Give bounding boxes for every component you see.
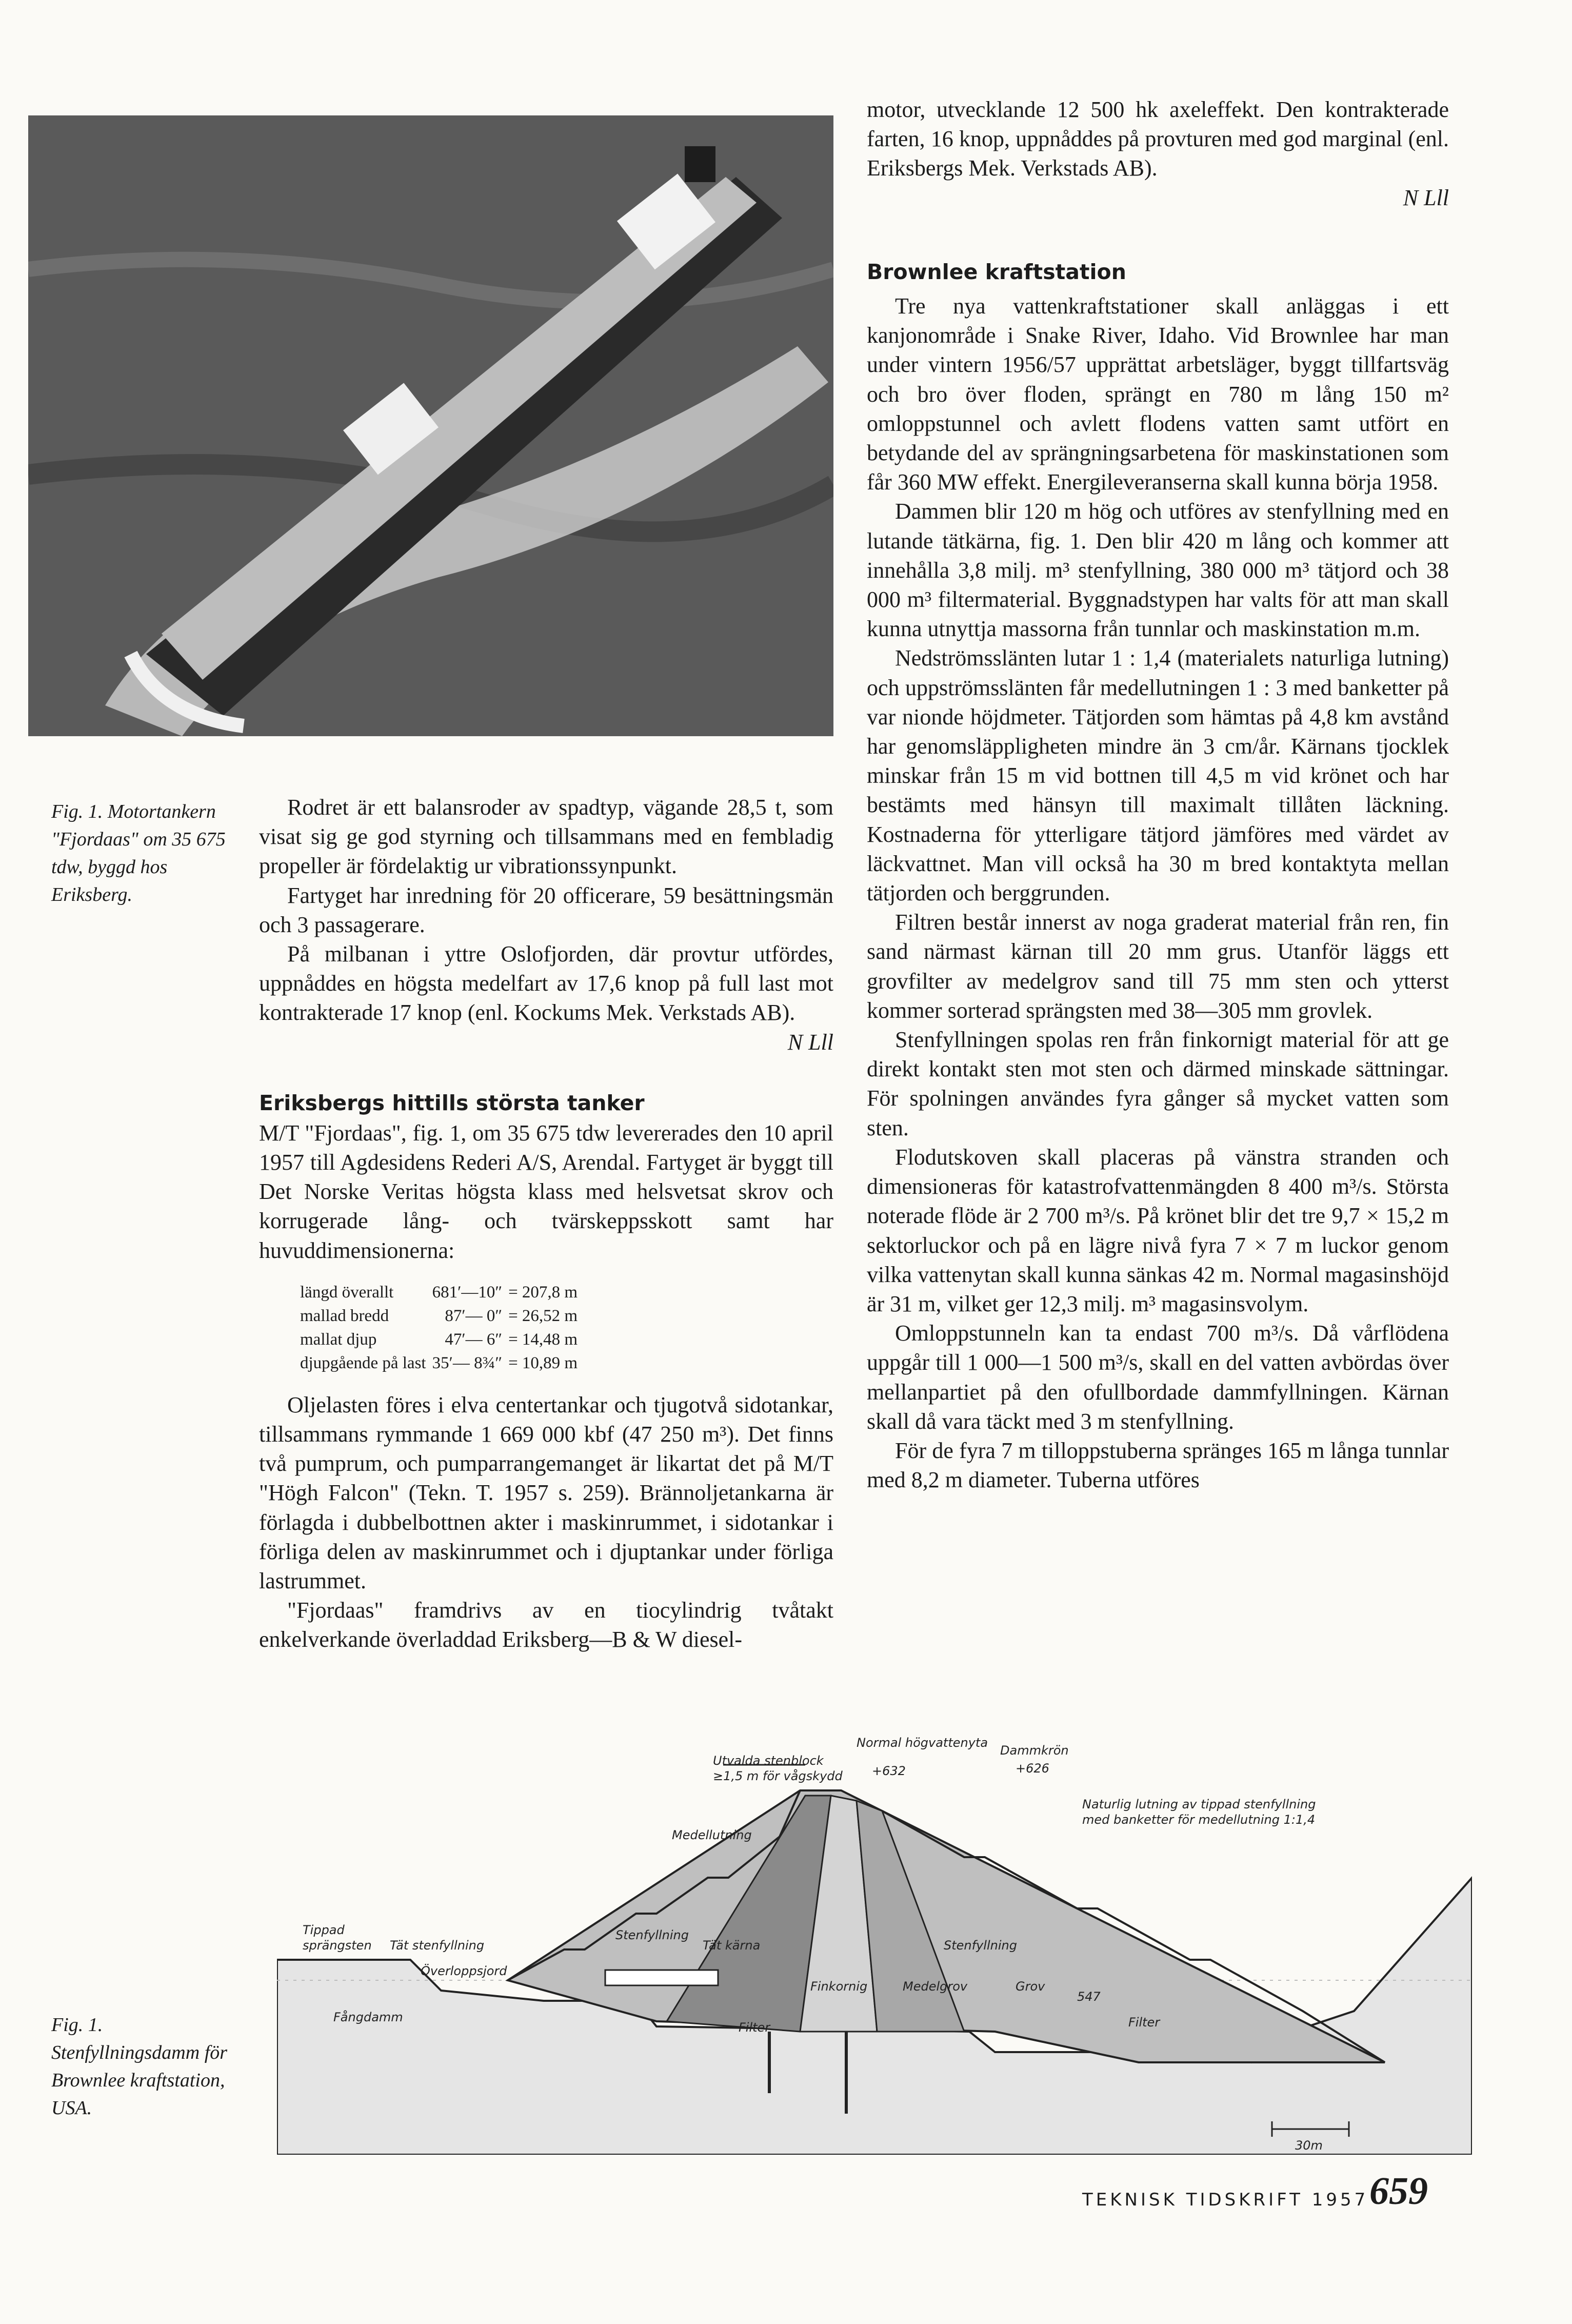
- brownlee-p8: För de fyra 7 m tilloppstuberna spränges 165 m långa tunnlar med 8,2 m diameter. Tuberna utföres: [867, 1437, 1449, 1493]
- dimensions-table: [300, 1281, 584, 1375]
- label-tat-stenfyllning: Tät stenfyllning: [390, 1938, 485, 1953]
- milbanan-paragraph: På milbanan i yttre Oslofjorden, där provtur utfördes, uppnåddes en högsta medelfart av 17,6 knop på full last mot kontrakterade 17 knop (enl. Kockums Mek. Verkstads AB).: [259, 941, 833, 1026]
- dim-label: mallad bredd: [300, 1306, 389, 1325]
- label-filter-2: Filter: [1128, 2015, 1160, 2030]
- label-tat-karna: Tät kärna: [703, 1938, 761, 1953]
- diagram-caption: Fig. 1. Stenfyllningsdamm för Brownlee kraftstation, USA.: [51, 2014, 228, 2119]
- ship-photo: [28, 115, 833, 736]
- top-right-column: [867, 95, 1449, 212]
- brownlee-p6: Flodutskoven skall placeras på vänstra stranden och dimensioneras för katastrofvattenmängden 8 400 m³/s. Största noterade flöde är 2 700 m³/s. På krönet blir det tre 9,7 × 15,2 m sektorluckor och på en lägre nivå fyra 7 × 7 m luckor genom vilka vattenytan skall kunna sänkas 42 m. Normal magasinshöjd är 31 m, vilket ger 12,3 milj. m³ magasinsvolym.: [867, 1144, 1449, 1316]
- dim-label: mallat djup: [300, 1330, 377, 1349]
- label-sprangsten: sprängsten: [303, 1938, 372, 1953]
- tanker-illustration: [28, 115, 833, 736]
- label-overloppsjord: Överloppsjord: [421, 1964, 507, 1978]
- dim-imperial: 35′— 8¾″: [432, 1353, 503, 1372]
- label-elev-547: 547: [1077, 1990, 1101, 2004]
- eriksberg-intro: M/T "Fjordaas", fig. 1, om 35 675 tdw levererades den 10 april 1957 till Agdesidens Rederi A/S, Arendal. Fartyget är byggt till Det Norske Veritas högsta klass med helsvetsat skrov och korrugerade lång- och tvärskeppsskott samt har huvuddimensionerna:: [259, 1120, 833, 1263]
- label-scale: 30m: [1295, 2138, 1323, 2153]
- label-elev-632: +632: [872, 1764, 906, 1778]
- rodret-paragraph: Rodret är ett balansroder av spadtyp, vägande 28,5 t, som visat sig ge god styrning och tillsammans med en fembladig propeller är fördelaktig ur vibrationssynpunkt.: [259, 795, 833, 879]
- brownlee-p5: Stenfyllningen spolas ren från finkornigt material för att ge direkt kontakt sten mot sten och därmed minskade sättningar. För spolningen användes fyra gånger så mycket vatten som sten.: [867, 1027, 1449, 1140]
- signature: N Lll: [787, 1029, 833, 1055]
- brownlee-p1: Tre nya vattenkraftstationer skall anläggas i ett kanjonområde i Snake River, Idaho. Vid Brownlee har man under vintern 1956/57 upprättat arbetsläger, byggt tillfartsväg och bro över floden, sprängt en 780 m lång 150 m² omloppstunnel och avlett flodens vatten samt utfört en betydande del av sprängningsarbetena för maskinstationen som får 360 MW effekt. Energileveranserna skall kunna börja 1958.: [867, 293, 1449, 495]
- label-grov: Grov: [1016, 1979, 1045, 1994]
- eriksberg-heading: Eriksbergs hittills största tanker: [259, 1090, 645, 1115]
- label-naturlig2: med banketter för medellutning 1:1,4: [1082, 1813, 1316, 1827]
- motor-paragraph: motor, utvecklande 12 500 hk axeleffekt. Den kontrakterade farten, 16 knop, uppnåddes på provturen med god marginal (enl. Eriksbergs Mek. Verkstads AB).: [867, 97, 1449, 181]
- label-naturlig: Naturlig lutning av tippad stenfyllning: [1082, 1797, 1316, 1811]
- brownlee-p7: Omloppstunneln kan ta endast 700 m³/s. Då vårflödena uppgår till 1 000—1 500 m³/s, skall en del vatten avbördas över mellanpartiet på den ofullbordade dammfyllningen. Kärnan skall då vara täckt med 3 m stenfyllning.: [867, 1321, 1449, 1434]
- label-normal-water: Normal högvattenyta: [857, 1736, 988, 1750]
- label-medellutning: Medellutning: [672, 1828, 752, 1842]
- photo-caption: Fig. 1. Motortankern "Fjordaas" om 35 675 tdw, byggd hos Eriksberg.: [51, 801, 226, 905]
- dim-imperial: 47′— 6″: [445, 1330, 503, 1349]
- brownlee-p3: Nedströmsslänten lutar 1 : 1,4 (materialets naturliga lutning) och uppströmsslänten får medellutningen 1 : 3 med banketter på var nionde höjdmeter. Tätjorden som hämtas på 4,8 km avstånd har genomsläppligheten mindre än 3 cm/år. Kärnans tjocklek minskar från 15 m vid bottnen till 4,5 m vid krönet och har bestämts med hänsyn till maximalt tillåten läckning. Kostnaderna för ytterligare tätjord jämföres med värdet av läckvattnet. Man vill också ha 30 m bred kontaktyta mellan tätjorden och berggrunden.: [867, 645, 1449, 906]
- table-row: [300, 1351, 584, 1375]
- label-utvalda: Utvalda stenblock: [713, 1754, 824, 1768]
- label-tippad: Tippad: [303, 1923, 345, 1937]
- journal-name: TEKNISK TIDSKRIFT 1957: [1082, 2190, 1369, 2210]
- dim-metric: = 207,8 m: [508, 1283, 578, 1302]
- brownlee-p4: Filtren består innerst av noga graderat material från ren, fin sand närmast kärnan till 20 mm grus. Utanför läggs ett grovfilter av medelgrov sand till 75 mm sten och ytterst kommer sorterad sprängsten med 38—305 mm grovlek.: [867, 910, 1449, 1023]
- label-finkornig: Finkornig: [810, 1979, 868, 1994]
- label-crest: Dammkrön: [1000, 1743, 1069, 1758]
- dim-imperial: 681′—10″: [432, 1283, 503, 1302]
- dim-label: längd överallt: [300, 1283, 394, 1302]
- brownlee-column: [867, 291, 1449, 1494]
- page-number: 659: [1369, 2170, 1428, 2213]
- engine-paragraph: "Fjordaas" framdrivs av en tiocylindrig tvåtakt enkelverkande överladdad Eriksberg—B & W diesel-: [259, 1598, 833, 1652]
- label-utvalda2: ≥1,5 m för vågskydd: [713, 1769, 843, 1783]
- table-row: [300, 1328, 584, 1351]
- label-elev-626: +626: [1016, 1761, 1049, 1776]
- label-medelgrov: Medelgrov: [903, 1979, 968, 1994]
- inredning-paragraph: Fartyget har inredning för 20 officerare, 59 besättningsmän och 3 passagerare.: [259, 882, 833, 937]
- dam-cross-section: [277, 1724, 1472, 2155]
- dim-metric: = 10,89 m: [508, 1353, 578, 1372]
- label-fangdamm: Fångdamm: [333, 2010, 403, 2024]
- signature: N Lll: [1403, 185, 1449, 210]
- dim-metric: = 14,48 m: [508, 1330, 578, 1349]
- brownlee-p2: Dammen blir 120 m hög och utföres av stenfyllning med en lutande tätkärna, fig. 1. Den blir 420 m lång och kommer att innehålla 3,8 milj. m³ stenfyllning, 380 000 m³ tätjord och 38 000 m³ filtermaterial. Byggnadstypen har valts för att man skall kunna utnyttja massorna från tunnlar och maskinstation m.m.: [867, 499, 1449, 642]
- label-stenfyllning-right: Stenfyllning: [944, 1938, 1017, 1953]
- cargo-paragraph: Oljelasten föres i elva centertankar och tjugotvå sidotankar, tillsammans rymmande 1 669 000 kbf (47 250 m³). Det finns två pumprum, och pumparrangemanget är likartat det på M/T "Högh Falcon" (Tekn. T. 1957 s. 259). Brännoljetankarna är förlagda i dubbelbottnen akter i maskinrummet, i sidotankar i förliga delen av maskinrummet och i djuptankar under förliga lastrummet.: [259, 1392, 833, 1594]
- dim-imperial: 87′— 0″: [445, 1306, 503, 1325]
- brownlee-heading: Brownlee kraftstation: [867, 260, 1126, 284]
- label-stenfyllning-left: Stenfyllning: [615, 1928, 689, 1942]
- table-row: [300, 1281, 584, 1304]
- dam-diagram: [277, 1724, 1472, 2155]
- dim-label: djupgående på last: [300, 1353, 426, 1372]
- table-row: [300, 1304, 584, 1328]
- dim-metric: = 26,52 m: [508, 1306, 578, 1325]
- label-filter-1: Filter: [739, 2020, 770, 2035]
- left-column: [259, 793, 833, 1655]
